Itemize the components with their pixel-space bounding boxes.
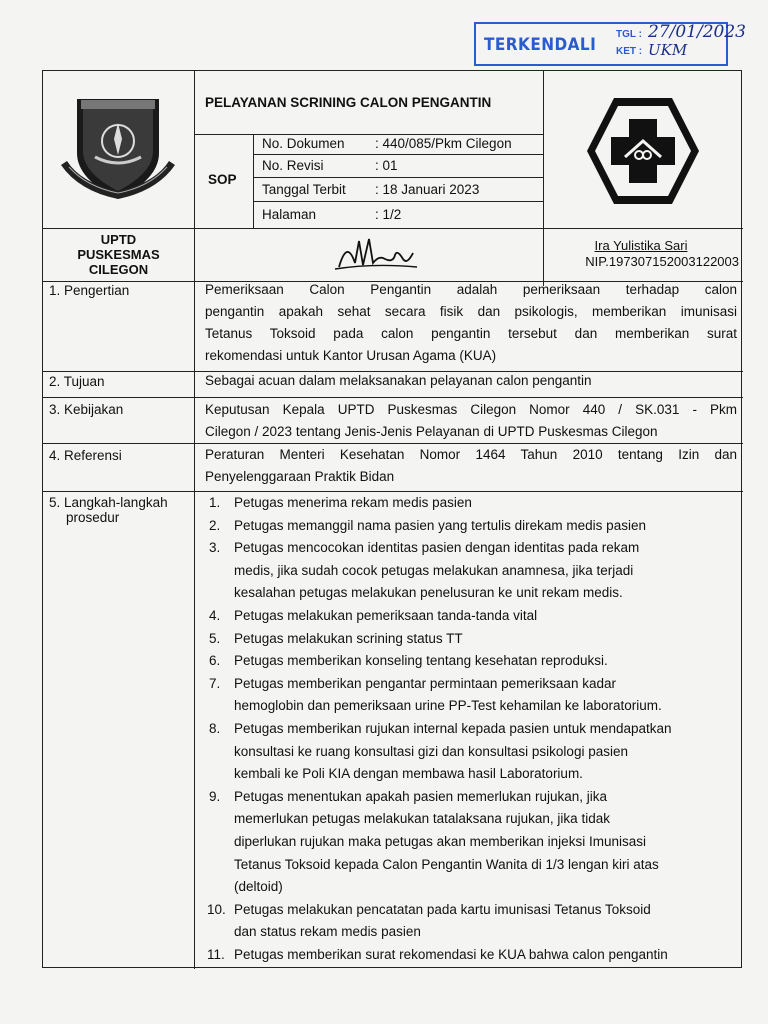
step-text-line: Petugas memberikan konseling tentang kesehatan reproduksi.	[234, 653, 608, 669]
meta-value-halaman: : 1/2	[375, 207, 402, 222]
step-text-line: Petugas melakukan pemeriksaan tanda-tanda vital	[234, 608, 538, 623]
meta-value-terbit: : 18 Januari 2023	[375, 182, 480, 197]
step-number: 6.	[209, 653, 221, 669]
city-emblem-logo	[59, 95, 177, 205]
section-label-kebijakan: 3. Kebijakan	[49, 402, 124, 417]
stamp-date-value: 27/01/2023	[648, 22, 746, 42]
step-number: 4.	[209, 608, 221, 623]
step-text-line: memerlukan petugas melakukan tatalaksana rujukan, jika tidak	[234, 811, 610, 827]
step-number: 11.	[207, 947, 225, 962]
organization-name: UPTD PUSKESMAS CILEGON	[77, 232, 160, 277]
step-text-line: Petugas memanggil nama pasien yang tertulis direkam medis pasien	[234, 517, 646, 533]
step-text-line: Petugas melakukan pencatatan pada kartu imunisasi Tetanus Toksoid	[234, 901, 651, 917]
section-label-pengertian: 1. Pengertian	[49, 283, 130, 298]
step-text-line: Petugas menerima rekam medis pasien	[234, 495, 472, 510]
step-text-line: Petugas memberikan rujukan internal kepada pasien untuk mendapatkan	[234, 721, 672, 736]
step-number: 8.	[209, 721, 221, 736]
meta-key-terbit: Tanggal Terbit	[262, 182, 346, 197]
step-text-line: Tetanus Toksoid kepada Calon Pengantin Wanita di 1/3 lengan kiri atas	[234, 856, 659, 872]
meta-key-halaman: Halaman	[262, 207, 317, 222]
pengertian-text: Pemeriksaan Calon Pengantin adalah pemeriksaan terhadap calon pengantin apakah sehat secara fisik dan psikologis, memberikan imunisasi Tetanus Toksoid pada calon pengantin tersebut dan memberikan surat rekomendasi untuk Kantor Urusan Agama (KUA)	[205, 282, 737, 363]
signer-block	[543, 238, 739, 270]
step-text-line: Petugas melakukan scrining status TT	[234, 630, 463, 646]
signature	[333, 233, 419, 275]
step-text-line: dan status rekam medis pasien	[234, 924, 421, 940]
step-number: 10.	[207, 901, 226, 917]
step-text-line: diperlukan rujukan maka petugas akan memberikan injeksi Imunisasi	[234, 833, 646, 849]
signer-nip: NIP.197307152003122003	[585, 254, 739, 269]
section-label-langkah: 5. Langkah-langkah	[49, 495, 168, 510]
step-number: 3.	[209, 540, 221, 556]
referensi-text: Peraturan Menteri Kesehatan Nomor 1464 Tahun 2010 tentang Izin dan Penyelenggaraan Praktik Bidan	[205, 447, 737, 484]
step-text-line: Petugas memberikan pengantar permintaan pemeriksaan kadar	[234, 675, 616, 691]
meta-key-dokumen: No. Dokumen	[262, 136, 345, 151]
kebijakan-text: Keputusan Kepala UPTD Puskesmas Cilegon Nomor 440 / SK.031 - Pkm Cilegon / 2023 tentang Jenis-Jenis Pelayanan di UPTD Puskesmas Cilegon	[205, 402, 737, 439]
stamp-label: TERKENDALI	[484, 35, 597, 55]
document-title: PELAYANAN SCRINING CALON PENGANTIN	[205, 95, 492, 110]
section-label-prosedur: prosedur	[66, 510, 120, 525]
step-text-line: Petugas menentukan apakah pasien memerlukan rujukan, jika	[234, 788, 607, 804]
step-number: 7.	[209, 675, 221, 691]
step-text-line: Petugas memberikan surat rekomendasi ke KUA bahwa calon pengantin	[234, 947, 668, 962]
step-text-line: Petugas mencocokan identitas pasien dengan identitas pada rekam	[234, 540, 640, 556]
meta-key-revisi: No. Revisi	[262, 158, 324, 173]
step-number: 9.	[209, 788, 221, 804]
control-stamp	[474, 22, 746, 66]
step-text-line: konsultasi ke ruang konsultasi gizi dan konsultasi psikologi pasien	[234, 743, 628, 759]
step-text-line: kembali ke Poli KIA dengan membawa hasil Laboratorium.	[234, 766, 583, 782]
step-number: 1.	[209, 495, 221, 510]
meta-value-revisi: : 01	[375, 158, 398, 173]
stamp-note-label: KET :	[616, 46, 643, 57]
signer-name: Ira Yulistika Sari	[594, 238, 688, 253]
step-number: 5.	[209, 630, 221, 646]
step-number: 2.	[209, 517, 221, 533]
step-text-line: kesalahan petugas melakukan penelusuran ke unit rekam medis.	[234, 585, 623, 601]
sop-label: SOP	[208, 172, 237, 187]
tujuan-text: Sebagai acuan dalam melaksanakan pelayanan calon pengantin	[205, 373, 592, 388]
section-label-tujuan: 2. Tujuan	[49, 374, 105, 389]
sop-document	[42, 70, 742, 968]
meta-value-dokumen: : 440/085/Pkm Cilegon	[375, 136, 512, 151]
step-text-line: hemoglobin dan pemeriksaan urine PP-Test kehamilan ke laboratorium.	[234, 698, 662, 714]
step-text-line: (deltoid)	[234, 879, 283, 895]
section-label-referensi: 4. Referensi	[49, 448, 122, 463]
step-text-line: medis, jika sudah cocok petugas melakukan anamnesa, jika terjadi	[234, 562, 634, 578]
stamp-date-label: TGL :	[616, 29, 642, 40]
puskesmas-logo	[585, 95, 701, 207]
stamp-note-value: UKM	[648, 41, 688, 59]
